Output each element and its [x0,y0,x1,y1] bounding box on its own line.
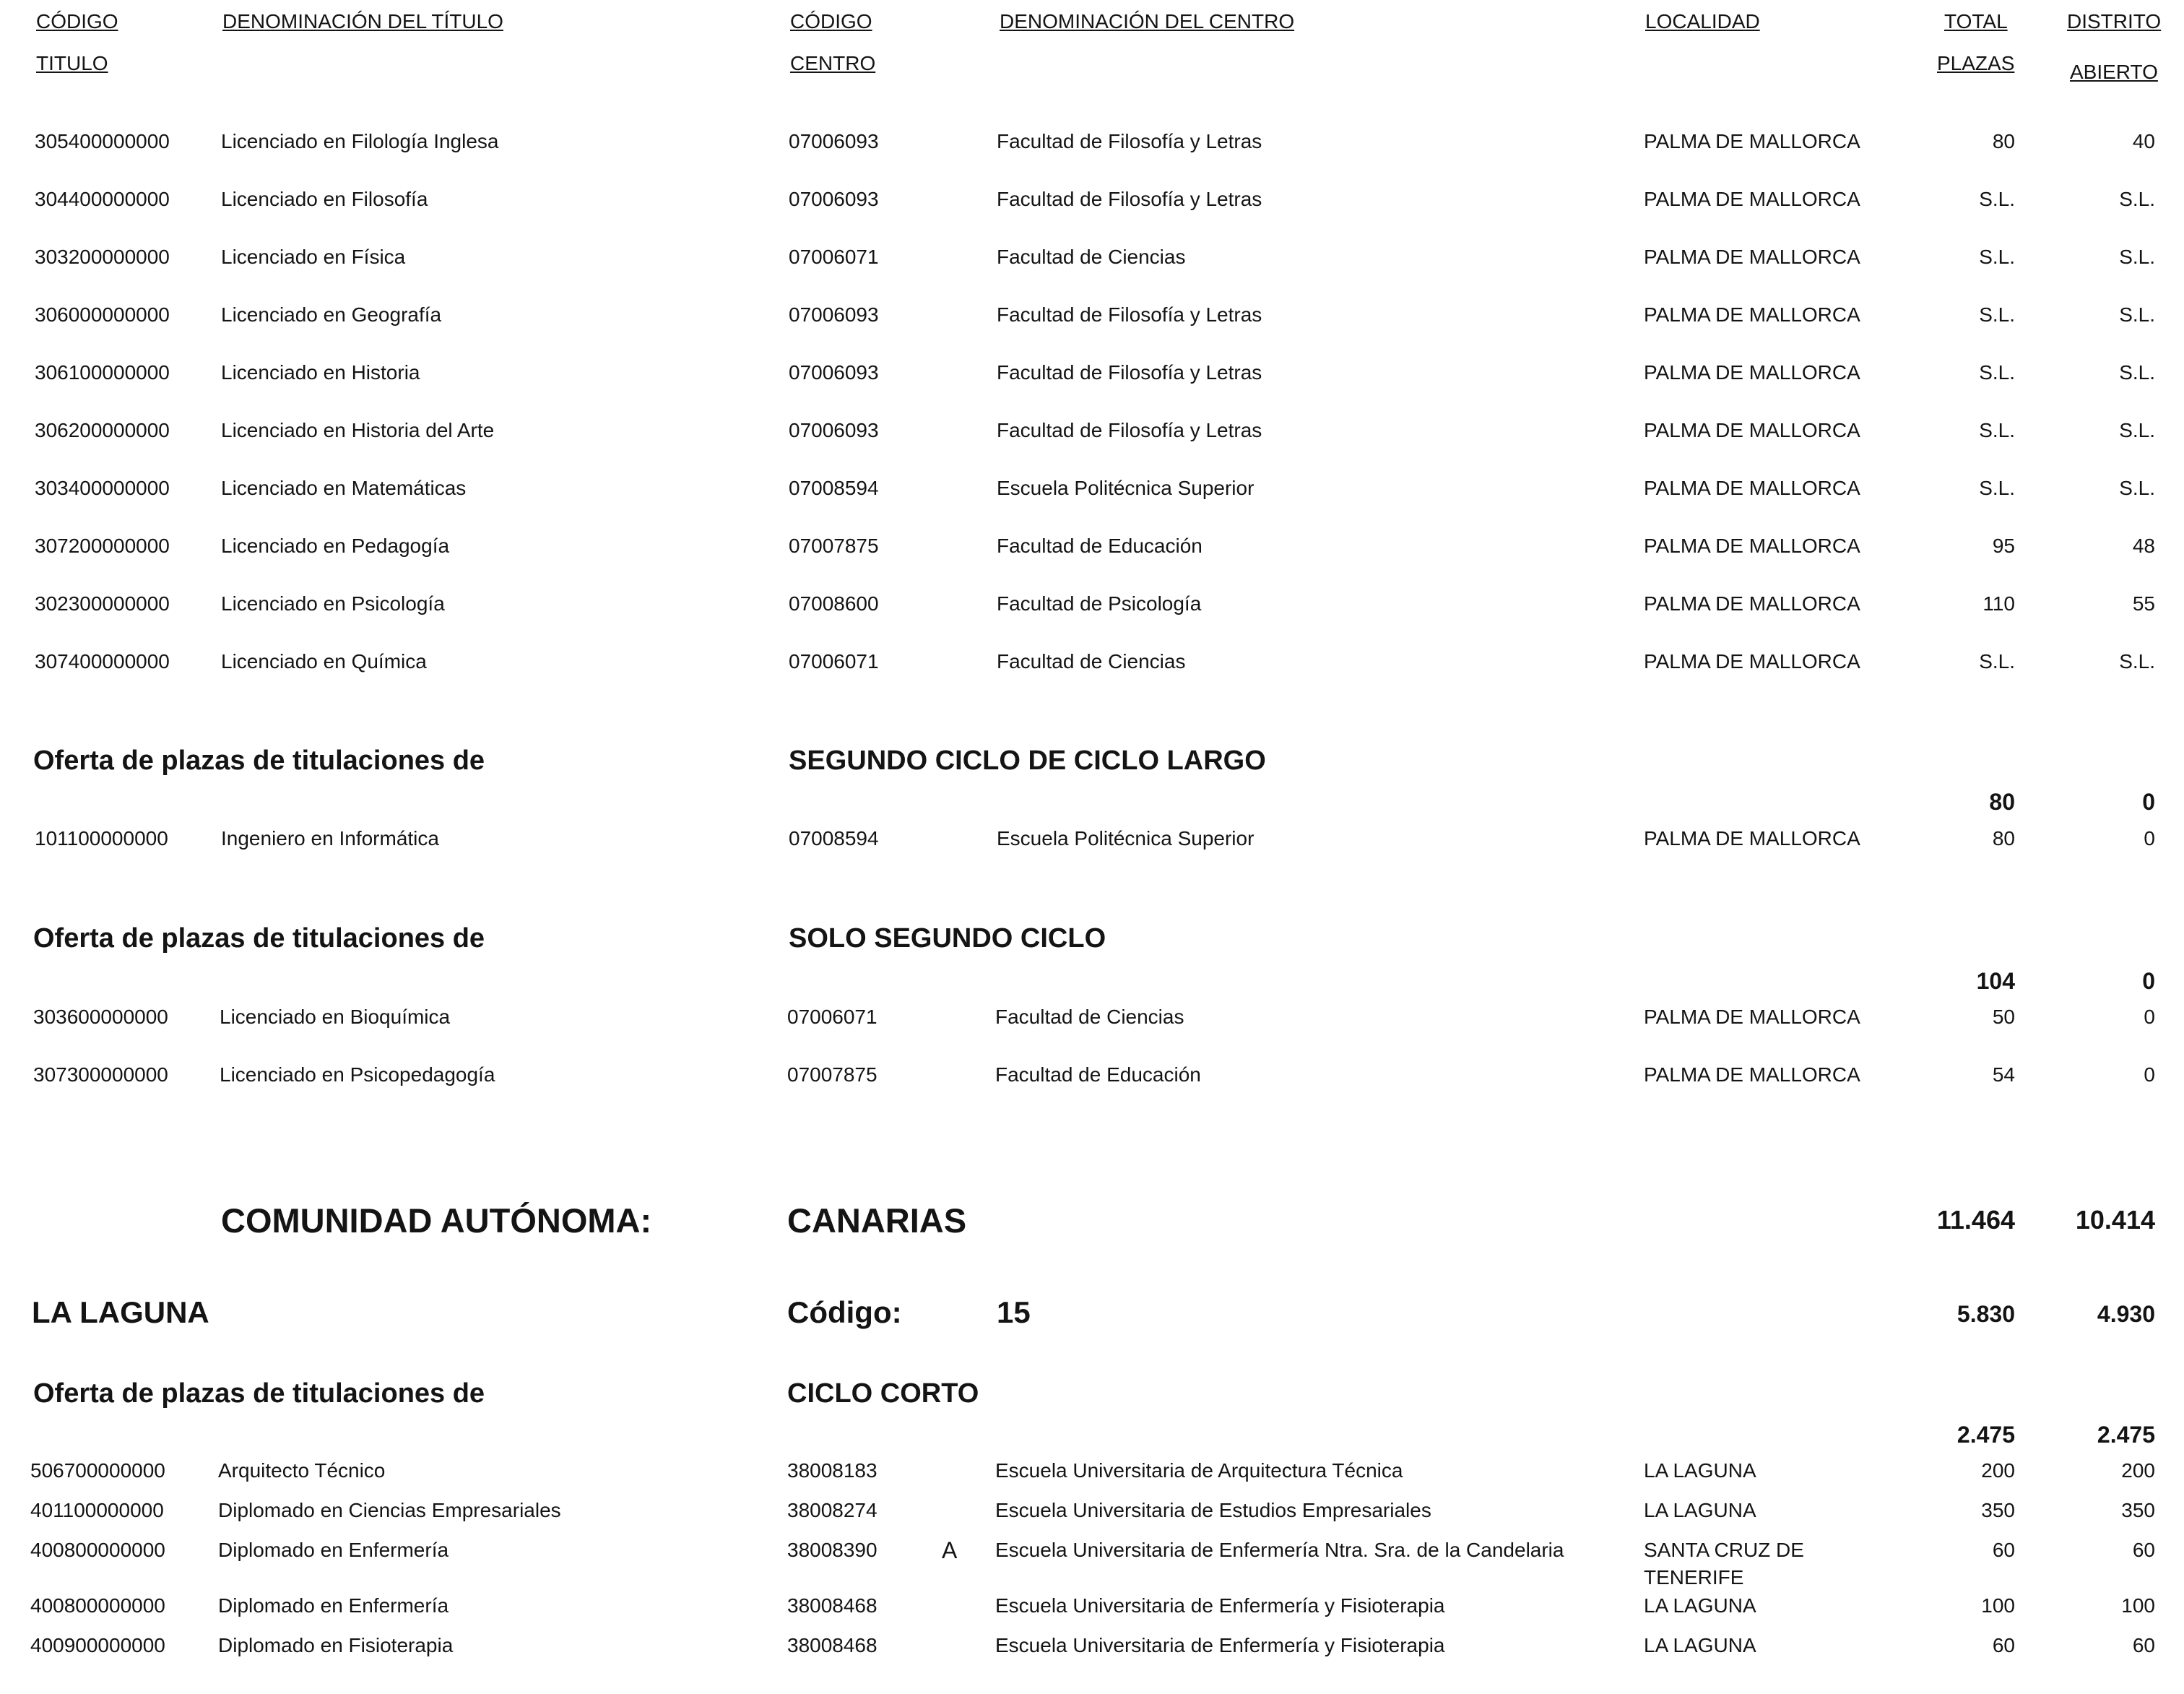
localidad: PALMA DE MALLORCA [1644,650,1860,673]
total-plazas: 110 [1982,592,2015,615]
titulo-code: 307300000000 [33,1063,168,1086]
section-label: Oferta de plazas de titulaciones de [33,1378,485,1409]
section-total-plazas: 104 [1976,968,2015,994]
total-plazas: S.L. [1979,477,2015,499]
titulo-code: 101100000000 [35,827,168,850]
centro-name: Facultad de Filosofía y Letras [997,303,1262,326]
localidad: PALMA DE MALLORCA [1644,592,1860,615]
section-label: Oferta de plazas de titulaciones de [33,923,485,954]
university-distrito-abierto: 4.930 [2097,1301,2155,1327]
titulo-name: Licenciado en Historia del Arte [221,419,495,441]
localidad: SANTA CRUZ DE [1644,1539,1804,1561]
table-row [0,827,2184,868]
centro-code: 38008468 [787,1634,878,1656]
titulo-name: Licenciado en Filosofía [221,188,428,210]
distrito-abierto: S.L. [2119,188,2155,210]
titulo-name: Licenciado en Historia [221,361,420,384]
header-codigo-centro-line2: CENTRO [790,52,876,74]
centro-name: Escuela Politécnica Superior [997,827,1254,850]
titulo-name: Licenciado en Psicología [221,592,445,615]
centro-mark: A [942,1537,958,1563]
university-code-label: Código: [787,1295,902,1329]
header-distrito-abierto: DISTRITO [2067,10,2162,33]
titulo-code: 303200000000 [35,246,170,268]
total-plazas: 80 [1992,130,2015,152]
section-title: SEGUNDO CICLO DE CICLO LARGO [789,746,1266,776]
titulo-name: Ingeniero en Informática [221,827,439,850]
total-plazas: S.L. [1979,188,2015,210]
centro-name: Facultad de Educación [995,1063,1201,1086]
titulo-name: Licenciado en Matemáticas [221,477,467,499]
centro-name: Escuela Universitaria de Arquitectura Técnica [995,1459,1403,1482]
centro-name: Facultad de Ciencias [995,1006,1184,1028]
section-distrito-abierto: 0 [2142,789,2155,815]
distrito-abierto: 48 [2132,535,2155,557]
section-label: Oferta de plazas de titulaciones de [33,746,485,776]
titulo-name: Licenciado en Psicopedagogía [220,1063,495,1086]
titulo-code: 307400000000 [35,650,170,673]
header-total-plazas-line2: PLAZAS [1937,52,2015,74]
distrito-abierto: 200 [2121,1459,2155,1482]
titulo-code: 400800000000 [30,1594,165,1617]
total-plazas: 95 [1992,535,2015,557]
localidad-line2: TENERIFE [1644,1566,1744,1589]
titulo-code: 306100000000 [35,361,170,384]
centro-code: 07006093 [789,361,879,384]
table-row [0,1539,2184,1596]
comunidad-distrito-abierto: 10.414 [2075,1205,2155,1235]
localidad: LA LAGUNA [1644,1459,1756,1482]
table-row [0,303,2184,344]
table-row [0,188,2184,228]
total-plazas: 54 [1992,1063,2015,1086]
total-plazas: 80 [1992,827,2015,850]
centro-code: 38008274 [787,1499,878,1521]
titulo-name: Arquitecto Técnico [218,1459,386,1482]
titulo-code: 506700000000 [30,1459,165,1482]
header-denominacion-centro: DENOMINACIÓN DEL CENTRO [1000,10,1295,33]
table-row [0,535,2184,575]
table-row [0,1634,2184,1674]
table-row [0,1499,2184,1539]
localidad: PALMA DE MALLORCA [1644,188,1860,210]
titulo-name: Licenciado en Bioquímica [220,1006,451,1028]
distrito-abierto: 0 [2144,1006,2155,1028]
table-row [0,1459,2184,1500]
localidad: PALMA DE MALLORCA [1644,535,1860,557]
localidad: PALMA DE MALLORCA [1644,477,1860,499]
table-row [0,361,2184,402]
localidad: PALMA DE MALLORCA [1644,303,1860,326]
titulo-code: 400900000000 [30,1634,165,1656]
university-code: 15 [997,1295,1031,1329]
distrito-abierto: 350 [2121,1499,2155,1521]
section-total-plazas: 80 [1989,789,2015,815]
distrito-abierto: S.L. [2119,361,2155,384]
centro-code: 07007875 [789,535,879,557]
centro-code: 07008594 [789,827,879,850]
total-plazas: S.L. [1979,650,2015,673]
centro-name: Facultad de Filosofía y Letras [997,188,1262,210]
total-plazas: 350 [1981,1499,2015,1521]
localidad: PALMA DE MALLORCA [1644,1063,1860,1086]
titulo-code: 306200000000 [35,419,170,441]
total-plazas: 60 [1992,1539,2015,1561]
localidad: PALMA DE MALLORCA [1644,1006,1860,1028]
titulo-name: Licenciado en Física [221,246,406,268]
distrito-abierto: S.L. [2119,303,2155,326]
titulo-code: 302300000000 [35,592,170,615]
university-name: LA LAGUNA [32,1295,209,1329]
centro-code: 07006071 [787,1006,878,1028]
total-plazas: 50 [1992,1006,2015,1028]
titulo-code: 401100000000 [30,1499,164,1521]
distrito-abierto: 60 [2132,1539,2155,1561]
localidad: LA LAGUNA [1644,1499,1756,1521]
titulo-name: Diplomado en Enfermería [218,1539,449,1561]
table-row [0,650,2184,691]
distrito-abierto: 0 [2144,827,2155,850]
comunidad-total-plazas: 11.464 [1936,1205,2015,1235]
centro-code: 07006071 [789,650,879,673]
distrito-abierto: 60 [2132,1634,2155,1656]
centro-name: Facultad de Ciencias [997,246,1186,268]
centro-code: 07007875 [787,1063,878,1086]
table-row [0,592,2184,633]
distrito-abierto: 55 [2132,592,2155,615]
titulo-code: 304400000000 [35,188,170,210]
centro-code: 07008594 [789,477,879,499]
section-distrito-abierto: 2.475 [2097,1422,2155,1448]
table-row [0,1594,2184,1635]
distrito-abierto: 0 [2144,1063,2155,1086]
localidad: PALMA DE MALLORCA [1644,130,1860,152]
comunidad-label: COMUNIDAD AUTÓNOMA: [221,1201,652,1240]
centro-name: Escuela Politécnica Superior [997,477,1254,499]
distrito-abierto: S.L. [2119,246,2155,268]
header-distrito-abierto-line2: ABIERTO [2070,61,2158,83]
titulo-code: 306000000000 [35,303,170,326]
localidad: PALMA DE MALLORCA [1644,361,1860,384]
section-title: CICLO CORTO [787,1378,979,1409]
header-denominacion-titulo: DENOMINACIÓN DEL TÍTULO [222,10,503,33]
table-row [0,1006,2184,1046]
titulo-code: 400800000000 [30,1539,165,1561]
centro-code: 07006093 [789,303,879,326]
localidad: LA LAGUNA [1644,1594,1756,1617]
table-row [0,246,2184,286]
total-plazas: 100 [1981,1594,2015,1617]
centro-code: 07006093 [789,188,879,210]
titulo-name: Diplomado en Fisioterapia [218,1634,454,1656]
centro-code: 38008390 [787,1539,878,1561]
centro-code: 38008183 [787,1459,878,1482]
total-plazas: 200 [1981,1459,2015,1482]
header-codigo-titulo-line2: TITULO [36,52,108,74]
header-codigo-centro: CÓDIGO [790,10,872,33]
header-localidad: LOCALIDAD [1645,10,1760,33]
comunidad-name: CANARIAS [787,1201,967,1240]
total-plazas: S.L. [1979,246,2015,268]
centro-name: Facultad de Filosofía y Letras [997,130,1262,152]
centro-name: Facultad de Filosofía y Letras [997,361,1262,384]
titulo-name: Licenciado en Química [221,650,427,673]
distrito-abierto: 40 [2132,130,2155,152]
header-total-plazas: TOTAL [1944,10,2008,33]
titulo-code: 303600000000 [33,1006,168,1028]
centro-name: Facultad de Psicología [997,592,1202,615]
section-total-plazas: 2.475 [1956,1422,2015,1448]
total-plazas: S.L. [1979,303,2015,326]
section-distrito-abierto: 0 [2142,968,2155,994]
centro-name: Escuela Universitaria de Enfermería y Fisioterapia [995,1634,1445,1656]
centro-name: Facultad de Educación [997,535,1202,557]
centro-name: Facultad de Ciencias [997,650,1186,673]
university-total-plazas: 5.830 [1956,1301,2015,1327]
centro-code: 07008600 [789,592,879,615]
localidad: PALMA DE MALLORCA [1644,419,1860,441]
localidad: PALMA DE MALLORCA [1644,246,1860,268]
total-plazas: S.L. [1979,361,2015,384]
centro-code: 07006093 [789,419,879,441]
centro-code: 38008468 [787,1594,878,1617]
centro-name: Escuela Universitaria de Enfermería Ntra. Sra. de la Candelaria [995,1539,1564,1561]
titulo-name: Diplomado en Enfermería [218,1594,449,1617]
titulo-code: 303400000000 [35,477,170,499]
titulo-code: 307200000000 [35,535,170,557]
section-title: SOLO SEGUNDO CICLO [789,923,1106,954]
distrito-abierto: S.L. [2119,650,2155,673]
titulo-name: Licenciado en Geografía [221,303,442,326]
titulo-name: Diplomado en Ciencias Empresariales [218,1499,561,1521]
distrito-abierto: S.L. [2119,477,2155,499]
centro-name: Escuela Universitaria de Estudios Empresariales [995,1499,1431,1521]
distrito-abierto: 100 [2121,1594,2155,1617]
centro-name: Escuela Universitaria de Enfermería y Fisioterapia [995,1594,1445,1617]
total-plazas: S.L. [1979,419,2015,441]
total-plazas: 60 [1992,1634,2015,1656]
titulo-name: Licenciado en Filología Inglesa [221,130,499,152]
distrito-abierto: S.L. [2119,419,2155,441]
titulo-name: Licenciado en Pedagogía [221,535,450,557]
centro-code: 07006071 [789,246,879,268]
titulo-code: 305400000000 [35,130,170,152]
table-row [0,477,2184,517]
localidad: LA LAGUNA [1644,1634,1756,1656]
centro-code: 07006093 [789,130,879,152]
table-row [0,1063,2184,1104]
header-codigo-titulo: CÓDIGO [36,10,118,33]
localidad: PALMA DE MALLORCA [1644,827,1860,850]
centro-name: Facultad de Filosofía y Letras [997,419,1262,441]
table-row [0,130,2184,170]
table-row [0,419,2184,459]
